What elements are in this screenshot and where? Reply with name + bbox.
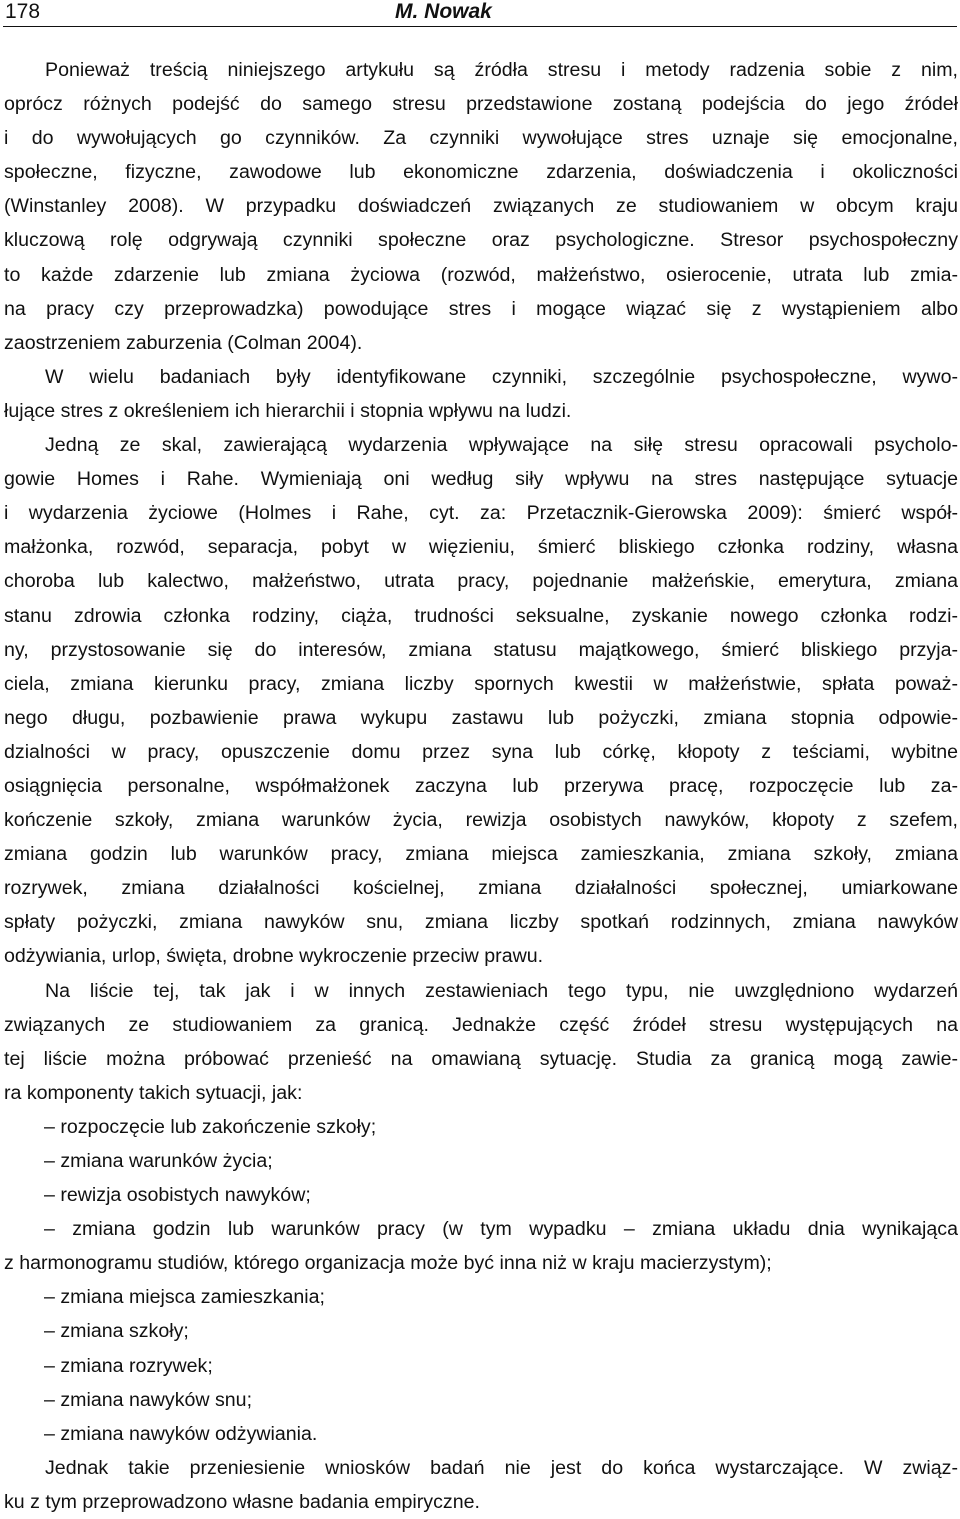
text-line: łujące stres z określeniem ich hierarchii i stopnia wpływu na ludzi. — [4, 399, 572, 422]
text-line: choroba lub kalectwo, małżeństwo, utrata pracy, pojednanie małżeńskie, emerytura, zmiana — [4, 570, 958, 593]
list-item: – rewizja osobistych nawyków; — [44, 1184, 311, 1207]
text-line: spłaty pożyczki, zmiana nawyków snu, zmiana liczby spotkań rodzinnych, zmiana nawyków — [4, 911, 958, 934]
text-line: kończenie szkoły, zmiana warunków życia, rewizja osobistych nawyków, kłopoty z szefem, — [4, 809, 958, 832]
text-line: to każde zdarzenie lub zmiana życiowa (rozwód, małżeństwo, osierocenie, utrata lub zmia- — [4, 263, 958, 286]
text-line: ciela, zmiana kierunku pracy, zmiana liczby spornych kwestii w małżeństwie, spłata poważ- — [4, 672, 958, 695]
text-line: ku z tym przeprowadzono własne badania empiryczne. — [4, 1490, 480, 1513]
running-head-author: M. Nowak — [395, 0, 492, 23]
text-line: ra komponenty takich sytuacji, jak: — [4, 1081, 303, 1104]
list-item: – zmiana nawyków snu; — [44, 1388, 253, 1411]
list-item: – zmiana rozrywek; — [44, 1354, 213, 1377]
text-line: odżywiania, urlop, święta, drobne wykroczenie przeciw prawu. — [4, 945, 544, 968]
text-line: tej liście można próbować przenieść na omawianą sytuację. Studia za granicą mogą zawie- — [4, 1047, 958, 1070]
text-line: małżonka, rozwód, separacja, pobyt w więzieniu, śmierć bliskiego członka rodziny, własna — [4, 536, 958, 559]
paragraph-first-line: Ponieważ treścią niniejszego artykułu są źródła stresu i metody radzenia sobie z nim, — [45, 59, 958, 81]
text-line: oprócz różnych podejść do samego stresu przedstawione zostaną podejścia do jego źródeł — [4, 93, 958, 116]
page-number: 178 — [5, 0, 41, 23]
text-line: stanu zdrowia członka rodziny, ciąża, trudności seksualne, zyskanie nowego członka rodzi- — [4, 604, 958, 627]
text-line: i wydarzenia życiowe (Holmes i Rahe, cyt. za: Przetacznik-Gierowska 2009): śmierć współ- — [4, 502, 958, 525]
text-line: na pracy czy przeprowadzka) powodujące stres i mogące wiązać się z wystąpieniem albo — [4, 297, 958, 320]
text-line: dzialności w pracy, opuszczenie domu przez syna lub córkę, kłopoty z teściami, wybitne — [4, 740, 958, 763]
text-line: ny, przystosowanie się do interesów, zmiana statusu majątkowego, śmierć bliskiego przyja- — [4, 638, 958, 661]
list-item: – zmiana nawyków odżywiania. — [44, 1422, 318, 1445]
body-text — [4, 53, 958, 1519]
text-line: zmiana godzin lub warunków pracy, zmiana miejsca zamieszkania, zmiana szkoły, zmiana — [4, 843, 958, 866]
paragraph-first-line: W wielu badaniach były identyfikowane czynniki, szczególnie psychospołeczne, wywo- — [45, 365, 958, 388]
list-item: – zmiana szkoły; — [44, 1320, 189, 1343]
list-item: – zmiana warunków życia; — [44, 1150, 273, 1172]
text-line: z harmonogramu studiów, którego organizacja może być inna niż w kraju macierzystym); — [4, 1252, 772, 1275]
text-line: (Winstanley 2008). W przypadku doświadczeń związanych ze studiowaniem w obcym kraju — [4, 195, 958, 218]
text-line: kluczową rolę odgrywają czynniki społeczne oraz psychologiczne. Stresor psychospołeczny — [4, 229, 958, 252]
paragraph-first-line: Na liście tej, tak jak i w innych zestawieniach tego typu, nie uwzględniono wydarzeń — [45, 979, 958, 1002]
list-item: – rozpoczęcie lub zakończenie szkoły; — [44, 1115, 377, 1138]
paragraph-first-line: Jedną ze skal, zawierającą wydarzenia wpływające na siłę stresu opracowali psycholo- — [45, 434, 958, 457]
text-line: społeczne, fizyczne, zawodowe lub ekonomiczne zdarzenia, doświadczenia i okoliczności — [4, 161, 958, 184]
list-item: – zmiana miejsca zamieszkania; — [44, 1286, 325, 1309]
text-line: i do wywołujących go czynników. Za czynniki wywołujące stres uznaje się emocjonalne, — [4, 127, 958, 150]
text-line: osiągnięcia personalne, współmałżonek zaczyna lub przerywa pracę, rozpoczęcie lub za- — [4, 774, 958, 797]
text-line: związanych ze studiowaniem za granicą. Jednakże część źródeł stresu występujących na — [4, 1013, 958, 1036]
text-line: gowie Homes i Rahe. Wymieniają oni według siły wpływu na stres następujące sytuacje — [4, 468, 958, 491]
text-line: rozrywek, zmiana działalności kościelnej, zmiana działalności społecznej, umiarkowane — [4, 877, 958, 900]
page-header — [3, 0, 957, 27]
text-line: zaostrzeniem zaburzenia (Colman 2004). — [4, 331, 363, 354]
paragraph-first-line: Jednak takie przeniesienie wniosków badań nie jest do końca wystarczające. W związ- — [45, 1456, 958, 1479]
text-line: nego długu, pozbawienie prawa wykupu zastawu lub pożyczki, zmiana stopnia odpowie- — [4, 706, 958, 729]
list-item: – zmiana godzin lub warunków pracy (w tym wypadku – zmiana układu dnia wynikająca — [44, 1218, 958, 1241]
